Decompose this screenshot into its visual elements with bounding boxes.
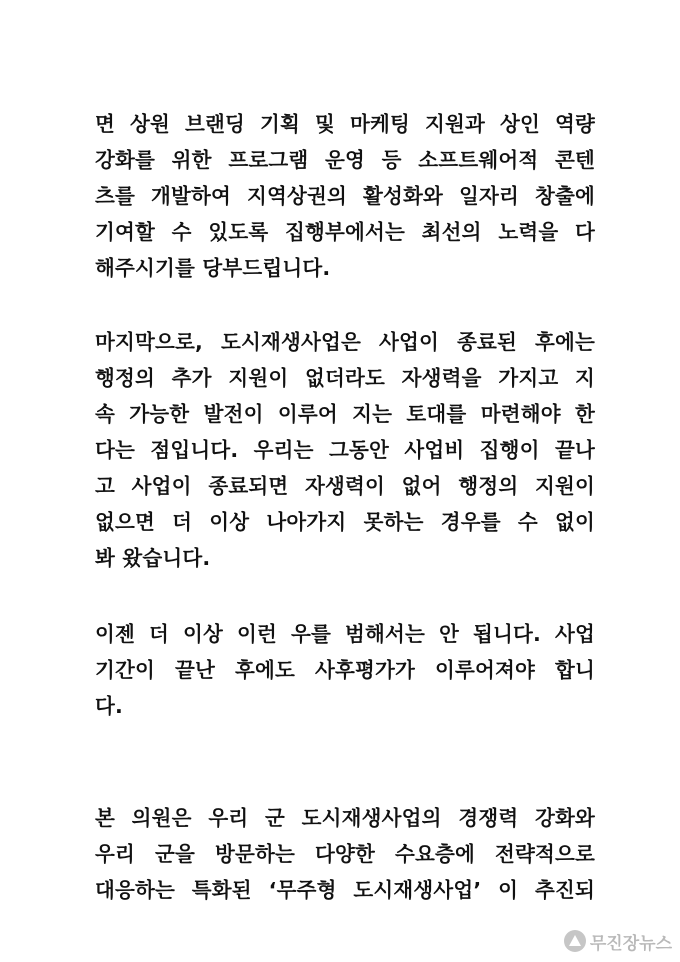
text-line: 우리 군을 방문하는 다양한 수요층에 전략적으로 — [95, 842, 595, 866]
text-line: 본 의원은 우리 군 도시재생사업의 경쟁력 강화와 — [95, 806, 595, 830]
paragraph-3 — [95, 616, 595, 724]
text-line: 해주시기를 당부드립니다. — [95, 256, 331, 280]
watermark-text: 무진장뉴스 — [589, 933, 672, 954]
text-line: 기간이 끝난 후에도 사후평가가 이루어져야 합니 — [95, 658, 595, 682]
mountain-logo-icon — [564, 930, 586, 952]
text-line: 츠를 개발하여 지역상권의 활성화와 일자리 창출에 — [95, 184, 595, 208]
text-line: 기여할 수 있도록 집행부에서는 최선의 노력을 다 — [95, 220, 595, 244]
text-line: 이젠 더 이상 이런 우를 범해서는 안 됩니다. 사업 — [95, 622, 595, 646]
text-line: 고 사업이 종료되면 자생력이 없어 행정의 지원이 — [95, 474, 595, 498]
paragraph-4 — [95, 800, 595, 908]
text-line: 봐 왔습니다. — [95, 546, 211, 570]
text-line: 강화를 위한 프로그램 운영 등 소프트웨어적 콘텐 — [95, 148, 595, 172]
watermark — [564, 928, 672, 954]
text-line: 대응하는 특화된 ‘무주형 도시재생사업’ 이 추진되 — [95, 878, 595, 902]
text-line: 마지막으로, 도시재생사업은 사업이 종료된 후에는 — [95, 330, 595, 354]
paragraph-2 — [95, 324, 595, 576]
text-line: 속 가능한 발전이 이루어 지는 토대를 마련해야 한 — [95, 402, 595, 426]
text-line: 행정의 추가 지원이 없더라도 자생력을 가지고 지 — [95, 366, 595, 390]
text-line: 면 상원 브랜딩 기획 및 마케팅 지원과 상인 역량 — [95, 112, 595, 136]
text-line: 다는 점입니다. 우리는 그동안 사업비 집행이 끝나 — [95, 438, 595, 462]
text-line: 다. — [95, 694, 123, 718]
text-line: 없으면 더 이상 나아가지 못하는 경우를 수 없이 — [95, 510, 595, 534]
paragraph-1 — [95, 106, 595, 286]
